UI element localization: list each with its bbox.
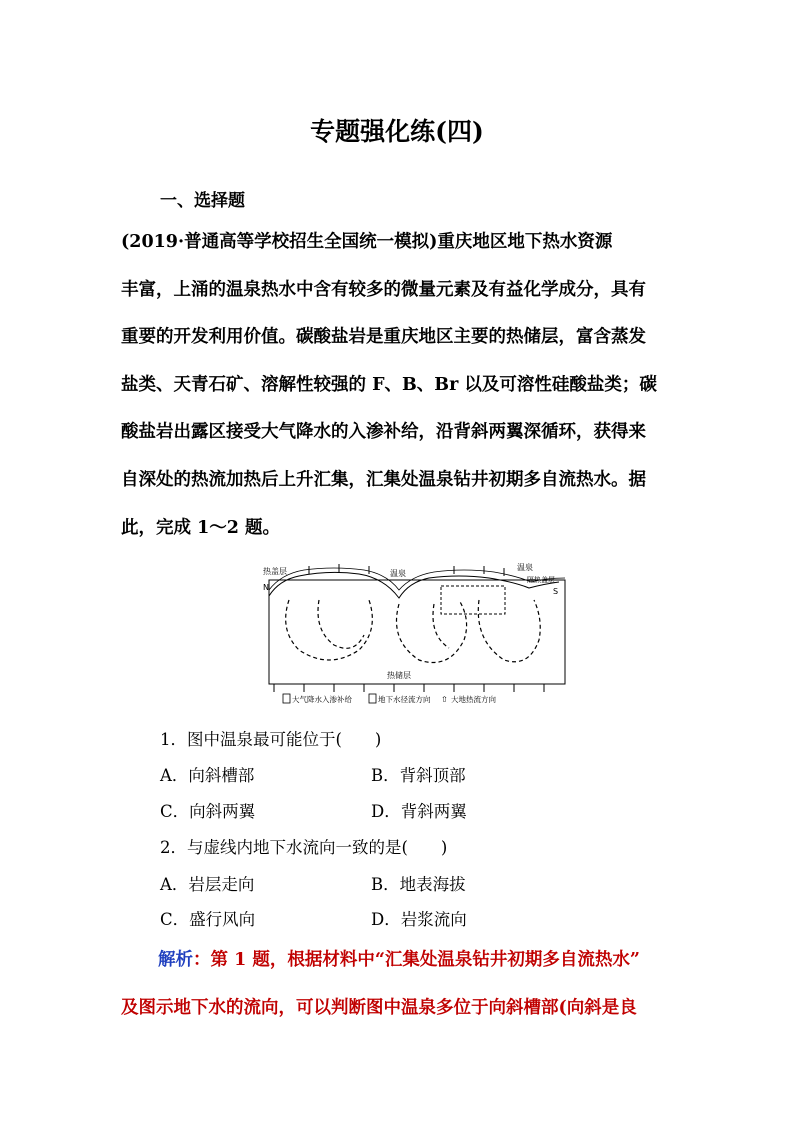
groundwater-flow-lines bbox=[286, 600, 541, 663]
surface-line bbox=[269, 572, 559, 598]
label-insulating-caprock: 隔热盖层 bbox=[527, 576, 555, 584]
label-caprock: 热盖层 bbox=[263, 567, 287, 576]
analysis-text: 及图示地下水的流向，可以判断图中温泉多位于向斜槽部(向斜是良 bbox=[121, 998, 637, 1018]
legend-flow: 地下水径流方向 bbox=[378, 695, 431, 704]
option-b[interactable]: B．背斜顶部 bbox=[371, 766, 466, 785]
material-line: 此，完成 1～2 题。 bbox=[121, 517, 281, 538]
material-paragraph bbox=[121, 219, 679, 552]
question-stem: 2．与虚线内地下水流向一致的是( ) bbox=[160, 838, 448, 857]
option-d[interactable]: D．背斜两翼 bbox=[371, 802, 467, 821]
figure-frame bbox=[269, 580, 565, 684]
material-line: 丰富，上涌的温泉热水中含有较多的微量元素及有益化学成分，具有 bbox=[121, 279, 646, 300]
material-line: (2019·普通高等学校招生全国统一模拟)重庆地区地下热水资源 bbox=[121, 232, 613, 252]
label-spring: 温泉 bbox=[390, 569, 406, 578]
option-a[interactable]: A．向斜槽部 bbox=[160, 766, 255, 785]
option-c[interactable]: C．盛行风向 bbox=[160, 910, 256, 929]
label-s: S bbox=[553, 587, 559, 596]
label-reservoir: 热储层 bbox=[387, 671, 411, 680]
label-spring: 温泉 bbox=[517, 563, 533, 572]
legend-rain: 大气降水入渗补给 bbox=[292, 695, 352, 704]
question-stem: 1．图中温泉最可能位于( ) bbox=[160, 730, 382, 749]
material-line: 盐类、天青石矿、溶解性较强的 F、B、Br 以及可溶性硅酸盐类；碳 bbox=[121, 374, 657, 395]
material-line: 酸盐岩出露区接受大气降水的入渗补给，沿背斜两翼深循环，获得来 bbox=[121, 422, 646, 443]
option-a[interactable]: A．岩层走向 bbox=[160, 875, 255, 894]
page-title: 专题强化练(四) bbox=[310, 117, 484, 146]
option-c[interactable]: C．向斜两翼 bbox=[160, 802, 256, 821]
analysis-text: ：第 1 题，根据材料中“汇集处温泉钻井初期多自流热水” bbox=[193, 950, 640, 970]
heat-arrows bbox=[274, 684, 544, 692]
heat-legend-icon: ⇧ bbox=[441, 695, 448, 704]
option-d[interactable]: D．岩浆流向 bbox=[371, 910, 467, 929]
material-line: 重要的开发利用价值。碳酸盐岩是重庆地区主要的热储层，富含蒸发 bbox=[121, 327, 646, 348]
analysis-label: 解析 bbox=[158, 950, 193, 970]
option-b[interactable]: B．地表海拔 bbox=[371, 875, 466, 894]
legend-heat: 大地热流方向 bbox=[451, 695, 496, 704]
material-line: 自深处的热流加热后上升汇集，汇集处温泉钻井初期多自流热水。据 bbox=[121, 469, 646, 490]
dashed-box bbox=[441, 586, 505, 614]
section-heading: 一、选择题 bbox=[160, 191, 245, 211]
analysis-block bbox=[121, 936, 681, 1032]
label-n: N bbox=[263, 583, 269, 592]
geologic-section-figure bbox=[259, 560, 579, 708]
